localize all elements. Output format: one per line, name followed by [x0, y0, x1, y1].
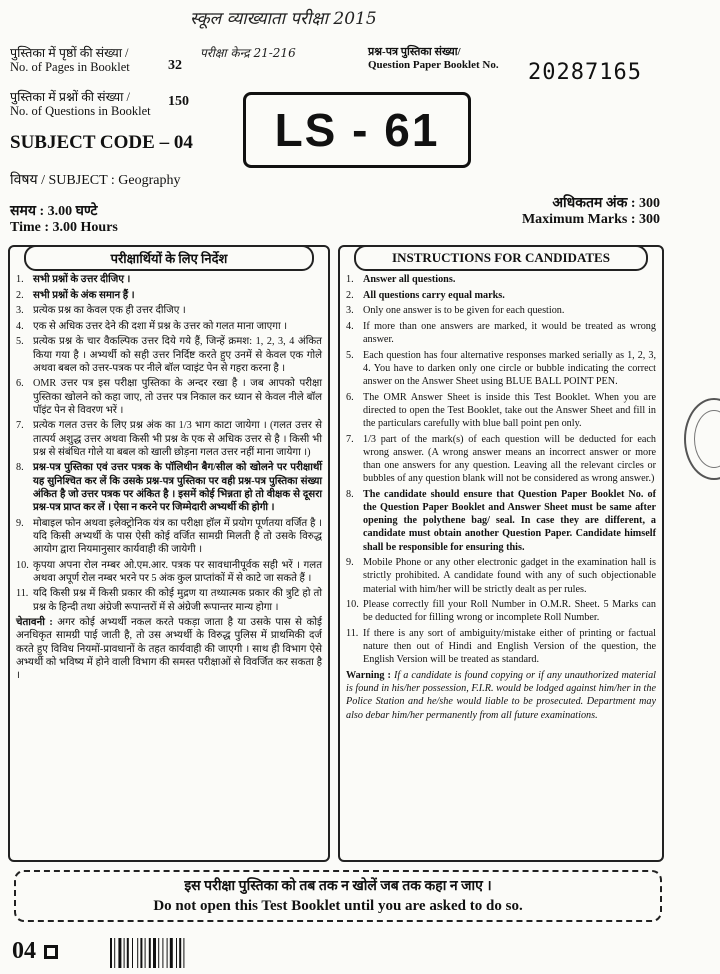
barcode-bar: [170, 938, 173, 968]
hindi-instructions-list: [16, 273, 322, 685]
checkbox-square-icon: [44, 945, 58, 959]
instruction-text: 1/3 part of the mark(s) of each question will be deducted for each wrong answer. (A wrong answer means an incorrect answer or more than one answers for any question. Leaving all the relevant circles or bubbles of any question blank will not be considered as wrong answer.): [363, 433, 656, 485]
english-instructions-panel: [338, 245, 664, 862]
instruction-text: मोबाइल फोन अथवा इलेक्ट्रोनिक यंत्र का परीक्षा हॉल में प्रयोग पूर्णतया वर्जित है । यदि किसी अभ्यर्थी के पास ऐसी कोई वर्जित सामग्री मिलती है तो उसके विरुद्ध आयोग द्वारा नियमानुसार कार्यवाही की जायेगी ।: [33, 517, 322, 555]
english-instructions-title: INSTRUCTIONS FOR CANDIDATES: [354, 245, 648, 271]
barcode: [110, 938, 210, 968]
questions-value: 150: [168, 94, 189, 109]
barcode-bar: [167, 938, 168, 968]
subject: विषय / SUBJECT : Geography: [10, 173, 181, 188]
instruction-number: 8.: [346, 488, 354, 500]
barcode-bar: [179, 938, 181, 968]
time-hi: समय : 3.00 घण्टे: [10, 204, 98, 219]
booklet-no-label-hi: प्रश्न-पत्र पुस्तिका संख्या/: [368, 46, 461, 58]
barcode-bar: [137, 938, 138, 968]
warning-text: If a candidate is found copying or if any unauthorized material is found in his/her possession, F.I.R. would be lodged against him/her in the Police Station and he/she would liable to be prosecuted. Department may also debar him/her permanently from all future examinations.: [346, 669, 656, 721]
hindi-instructions-title: परीक्षार्थियों के लिए निर्देश: [24, 245, 314, 271]
instruction-number: 9.: [16, 517, 24, 529]
instruction-text: OMR उत्तर पत्र इस परीक्षा पुस्तिका के अन्दर रखा है । जब आपको परीक्षा पुस्तिका खोलने को कहा जाए, तो उत्तर पत्र निकाल कर ध्यान से केवल नीले बॉल पॉइंट पेन से विवरण भरें ।: [33, 378, 322, 416]
warning-text: अगर कोई अभ्यर्थी नकल करते पकड़ा जाता है या उसके पास से कोई अनधिकृत सामग्री पाई जाती है, तो उस अभ्यर्थी के विरुद्ध पुलिस में प्राथमिकी दर्ज करते हुए विविध नियमों-प्रावधानों के तहत कार्यवाही की जाएगी । साथ ही विभाग ऐसे अभ्यर्थी को भविष्य में होने वाली विभाग की समस्त परीक्षाओं से विवर्जित कर सकता है ।: [16, 617, 322, 681]
instruction-text: एक से अधिक उत्तर देने की दशा में प्रश्न के उत्तर को गलत माना जाएगा ।: [33, 320, 288, 332]
instruction-item: [346, 488, 656, 554]
questions-label-hi: पुस्तिका में प्रश्नों की संख्या /: [10, 90, 131, 104]
instruction-item: [346, 391, 656, 431]
instruction-item: [346, 433, 656, 486]
barcode-bar: [153, 938, 156, 968]
marks-hi: अधिकतम अंक : 300: [552, 196, 660, 211]
instruction-number: 4.: [346, 320, 354, 332]
instruction-item: [16, 559, 322, 585]
instruction-item: [346, 273, 656, 286]
barcode-bar: [127, 938, 129, 968]
instruction-text: सभी प्रश्नों के उत्तर दीजिए ।: [33, 274, 131, 285]
instruction-item: [346, 349, 656, 389]
paper-code: LS - 61: [274, 104, 440, 156]
handwritten-exam-title: स्कूल व्याख्याता परीक्षा 2015: [190, 9, 377, 29]
instruction-number: 6.: [346, 391, 354, 403]
instruction-text: Mobile Phone or any other electronic gadget in the examination hall is strictly prohibited. A candidate found with any of such objectionable material with him/her will be strictly dealt as per rules.: [363, 557, 656, 595]
warning-label: चेतावनी :: [16, 617, 58, 629]
seal-stamp: [684, 398, 720, 480]
booklet-no-label: [368, 46, 499, 72]
instruction-text: कृपया अपना रोल नम्बर ओ.एम.आर. पत्रक पर सावधानीपूर्वक सही भरें । गलत अथवा अपूर्ण रोल नम्बर भरने पर 5 अंक कुल प्राप्तांकों में से काटे जा सकते हैं ।: [33, 559, 322, 584]
instruction-number: 2.: [16, 289, 24, 301]
instruction-number: 5.: [346, 349, 354, 361]
instruction-number: 5.: [16, 336, 24, 348]
warning-item: [16, 616, 322, 682]
instruction-number: 3.: [346, 305, 354, 317]
instruction-item: [346, 556, 656, 596]
barcode-bar: [176, 938, 177, 968]
instruction-text: यदि किसी प्रश्न में किसी प्रकार की कोई मुद्रण या तथ्यात्मक प्रकार की त्रुटि हो तो प्रश्न के हिन्दी तथा अंग्रेजी रूपान्तरों में से अंग्रेजी रूपान्तर मान्य होगा ।: [33, 588, 322, 613]
barcode-bar: [149, 938, 151, 968]
marks-block: [522, 196, 660, 228]
instruction-number: 7.: [16, 420, 24, 432]
instruction-number: 1.: [16, 274, 24, 285]
instruction-text: If more than one answers are marked, it would be treated as wrong answer.: [363, 320, 656, 345]
instruction-item: [16, 517, 322, 557]
instruction-number: 8.: [16, 462, 24, 474]
instruction-text: Answer all questions.: [363, 274, 456, 285]
warning-label: Warning :: [346, 669, 394, 681]
instruction-text: The OMR Answer Sheet is inside this Test Booklet. When you are directed to open the Test Booklet, take out the Answer Sheet and fill in the particulars carefully with blue ball point pen only.: [363, 391, 656, 429]
time-en: Time : 3.00 Hours: [10, 220, 118, 235]
pages-label: [10, 46, 130, 74]
marks-en: Maximum Marks : 300: [521, 212, 660, 227]
instruction-number: 9.: [346, 557, 354, 569]
barcode-bar: [132, 938, 133, 968]
bottom-code-text: 04: [12, 938, 36, 964]
barcode-bar: [118, 938, 121, 968]
instruction-number: 11.: [346, 627, 359, 639]
barcode-bar: [162, 938, 163, 968]
instruction-item: [16, 461, 322, 514]
barcode-bar: [110, 938, 112, 968]
barcode-bar: [158, 938, 159, 968]
pages-label-hi: पुस्तिका में पृष्ठों की संख्या /: [10, 46, 129, 60]
instruction-text: The candidate should ensure that Question Paper Booklet No. of the Question Paper Booklet and Answer Sheet must be same after opening the polythene bag/ seal. In case they are different, a candidate must obtain another Question Paper. Candidate himself shall be responsible for ensuring this.: [363, 488, 656, 553]
instruction-item: [16, 289, 322, 302]
banner-en: Do not open this Test Booklet until you are asked to do so.: [153, 898, 523, 914]
instruction-number: 2.: [346, 289, 354, 301]
instruction-number: 4.: [16, 320, 24, 332]
do-not-open-banner: [14, 870, 662, 922]
subject-code: SUBJECT CODE – 04: [10, 132, 193, 153]
pages-value: 32: [168, 58, 182, 73]
instruction-number: 3.: [16, 305, 24, 317]
questions-label-en: No. of Questions in Booklet: [10, 104, 151, 118]
instruction-text: All questions carry equal marks.: [363, 289, 505, 301]
instruction-text: If there is any sort of ambiguity/mistake either of printing or factual nature then out of Hindi and English Version of the question, the English Version will be treated as standard.: [363, 627, 656, 666]
instruction-number: 11.: [16, 588, 29, 600]
instruction-item: [346, 320, 656, 346]
instruction-item: [16, 377, 322, 417]
instruction-item: [346, 598, 656, 624]
instruction-number: 7.: [346, 433, 354, 445]
instruction-item: [346, 304, 656, 317]
instruction-text: Each question has four alternative responses marked serially as 1, 2, 3, 4. You have to darken only one circle or bubble indicating the correct answer on the Answer Sheet using BLUE BALL POINT PEN.: [363, 349, 656, 387]
instruction-text: Only one answer is to be given for each question.: [363, 305, 565, 317]
instruction-number: 10.: [16, 559, 29, 571]
warning-item: [346, 669, 656, 722]
barcode-bar: [124, 938, 125, 968]
instruction-number: 1.: [346, 274, 354, 285]
instruction-item: [16, 273, 322, 286]
hindi-instructions-panel: [8, 245, 330, 862]
instruction-item: [16, 419, 322, 459]
handwritten-center-no: परीक्षा केन्द्र 21-216: [200, 46, 296, 60]
instruction-item: [16, 335, 322, 375]
instruction-text: प्रश्न-पत्र पुस्तिका एवं उत्तर पत्रक के पॉलिथीन बैग/सील को खोलने पर परीक्षार्थी यह सुनिश्चित कर लें कि उसके प्रश्न-पत्र पुस्तिका पर वही प्रश्न-पत्र पुस्तिका संख्या अंकित है जो उत्तर पत्रक पर अंकित है । इसमें कोई भिन्नता हो तो वीक्षक से दूसरा प्रश्न-पत्र प्राप्त कर लें । ऐसा न करने पर जिम्मेदारी अभ्यर्थी की होगी ।: [33, 462, 322, 513]
barcode-bar: [140, 938, 142, 968]
instruction-number: 6.: [16, 378, 24, 390]
instruction-text: Please correctly fill your Roll Number in O.M.R. Sheet. 5 Marks can be deducted for filling wrong or incomplete Roll Number.: [363, 599, 656, 624]
barcode-bar: [183, 938, 184, 968]
instruction-text: प्रत्येक प्रश्न के चार वैकल्पिक उत्तर दिये गये हैं, जिन्हें क्रमश: 1, 2, 3, 4 अंकित किया गया है । अभ्यर्थी को सही उत्तर निर्दिष्ट करते हुए उनमें से केवल एक गोले अथवा बबल को उत्तर-पत्रक पर नीले बॉल प्वाइंट पेन से गहरा करना है ।: [33, 336, 322, 374]
instruction-number: 10.: [346, 599, 359, 611]
barcode-bar: [114, 938, 115, 968]
booklet-no-label-en: Question Paper Booklet No.: [368, 59, 499, 71]
instruction-item: [16, 587, 322, 613]
bottom-code: [12, 938, 58, 965]
booklet-number: 20287165: [528, 60, 642, 85]
instruction-text: प्रत्येक गलत उत्तर के लिए प्रश्न अंक का 1/3 भाग काटा जायेगा । (गलत उत्तर से तात्पर्य अशुद्ध उत्तर अथवा किसी भी प्रश्न के एक से अधिक उत्तर से है । किसी भी प्रश्न से संबंधित गोले या बबल को खाली छोड़ना गलत उत्तर नहीं माना जायेगा ।): [33, 420, 322, 458]
pages-label-en: No. of Pages in Booklet: [10, 60, 130, 74]
instruction-item: [346, 627, 656, 667]
time-block: [10, 204, 118, 236]
questions-label: [10, 90, 151, 118]
instruction-item: [346, 289, 656, 302]
instruction-item: [16, 304, 322, 317]
english-instructions-list: [346, 273, 656, 724]
barcode-bar: [145, 938, 146, 968]
paper-code-box: [243, 92, 471, 168]
instruction-text: प्रत्येक प्रश्न का केवल एक ही उत्तर दीजिए ।: [33, 305, 186, 317]
instruction-item: [16, 320, 322, 333]
banner-hi: इस परीक्षा पुस्तिका को तब तक न खोलें जब तक कहा न जाए ।: [184, 879, 492, 894]
instruction-text: सभी प्रश्नों के अंक समान हैं ।: [33, 289, 135, 301]
